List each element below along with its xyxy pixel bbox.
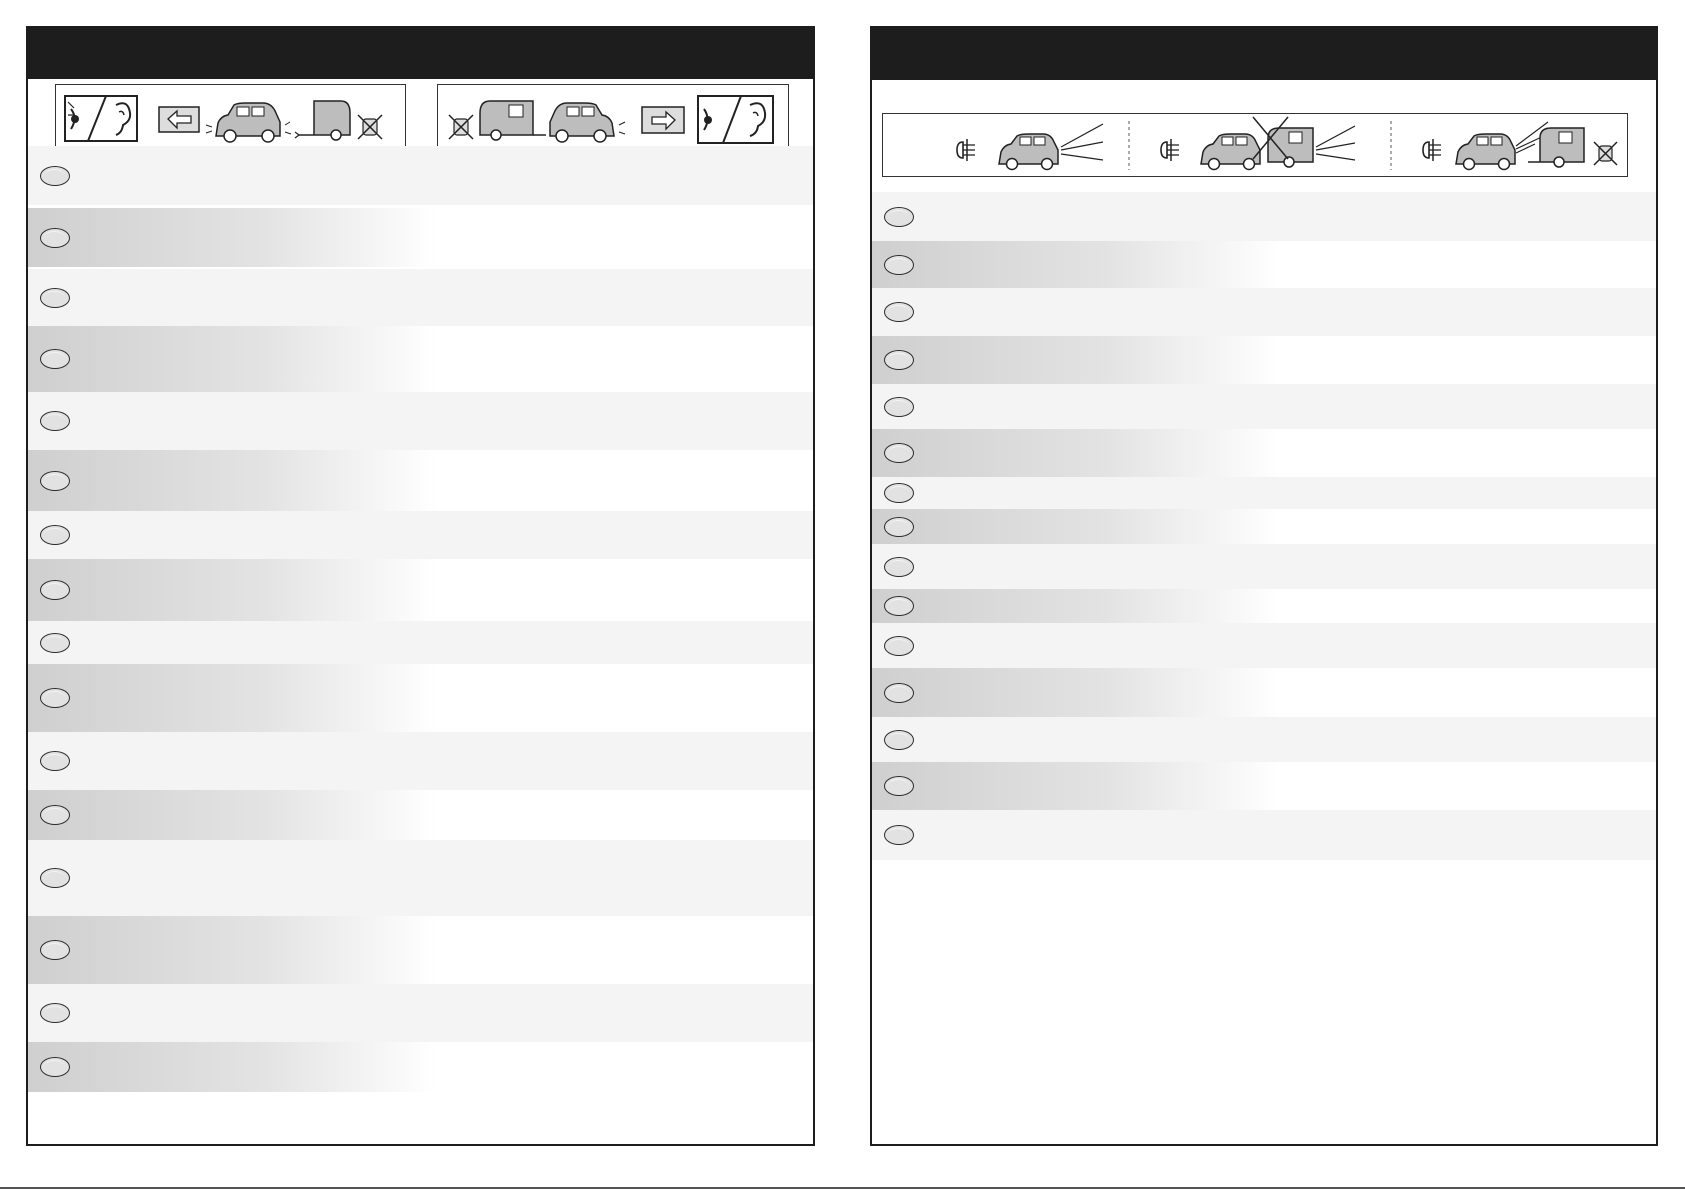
row-bullet-badge [40,805,70,825]
row-bullet-badge [40,166,70,186]
car-icon [550,103,625,142]
row-bullet-badge [884,636,914,656]
trailer-connector-crossed-icon [1594,142,1617,165]
right-list-row [872,717,1656,762]
left-list-row [28,559,813,621]
right-list-row [872,810,1656,860]
right-list-row [872,762,1656,810]
car-icon [1201,134,1260,170]
right-list-row [872,477,1656,509]
row-bullet-badge [884,443,914,463]
row-bullet-badge [40,349,70,369]
parking-sensor-rear-diagram [55,84,406,154]
right-list-row [872,668,1656,717]
row-bullet-badge [40,688,70,708]
page-bottom-rule [0,1187,1685,1189]
right-panel-header [872,28,1656,80]
left-list-row [28,450,813,511]
row-bullet-badge [40,288,70,308]
left-panel [26,26,815,1146]
row-bullet-badge [884,596,914,616]
trailer-icon [1528,128,1584,167]
row-bullet-badge [884,483,914,503]
row-bullet-badge [884,517,914,537]
row-bullet-badge [884,683,914,703]
right-list-row [872,336,1656,384]
left-list-row [28,1042,813,1092]
row-bullet-badge [884,350,914,370]
left-list-row [28,511,813,559]
row-bullet-badge [40,411,70,431]
left-list-row [28,664,813,732]
row-bullet-badge [884,776,914,796]
rear-fog-light-icon [957,139,975,161]
car-icon [999,124,1103,170]
trailer-connector-crossed-icon [358,115,382,139]
row-bullet-badge [40,868,70,888]
right-list-row [872,544,1656,589]
trailer-icon [1253,117,1355,167]
row-bullet-badge [40,471,70,491]
arrow-left-icon [159,107,199,132]
left-list-row [28,392,813,450]
row-bullet-badge [40,228,70,248]
right-list-row [872,509,1656,544]
row-bullet-badge [40,633,70,653]
car-icon [206,103,291,142]
trailer-icon [295,101,350,140]
right-panel [870,26,1658,1146]
left-list-row [28,840,813,916]
row-bullet-badge [40,525,70,545]
row-bullet-badge [40,580,70,600]
row-bullet-badge [40,940,70,960]
left-list-row [28,326,813,392]
left-list-row [28,208,813,267]
row-bullet-badge [884,302,914,322]
row-bullet-badge [884,825,914,845]
row-bullet-badge [40,1057,70,1077]
right-list-row [872,589,1656,623]
row-bullet-badge [884,255,914,275]
right-list-row [872,288,1656,336]
eye-icon [698,96,773,143]
rear-fog-light-diagram [882,113,1628,177]
left-list-row [28,984,813,1042]
left-list-row [28,916,813,984]
right-list-row [872,623,1656,668]
rear-fog-light-icon [1423,139,1441,161]
left-list-row [28,790,813,840]
row-bullet-badge [40,751,70,771]
parking-sensor-front-diagram [437,84,789,154]
row-bullet-badge [884,397,914,417]
left-list-row [28,732,813,790]
rear-fog-light-icon [1161,139,1179,161]
right-list-row [872,241,1656,288]
trailer-icon [480,101,546,140]
trailer-connector-crossed-icon [449,115,473,139]
left-list-row [28,269,813,326]
row-bullet-badge [884,557,914,577]
left-list-row [28,621,813,664]
row-bullet-badge [40,1003,70,1023]
left-panel-header [28,28,813,79]
right-list-row [872,384,1656,429]
eye-icon [65,96,137,141]
left-list-row [28,146,813,205]
arrow-right-icon [642,107,684,133]
row-bullet-badge [884,207,914,227]
row-bullet-badge [884,730,914,750]
right-list-row [872,192,1656,241]
right-list-row [872,429,1656,477]
